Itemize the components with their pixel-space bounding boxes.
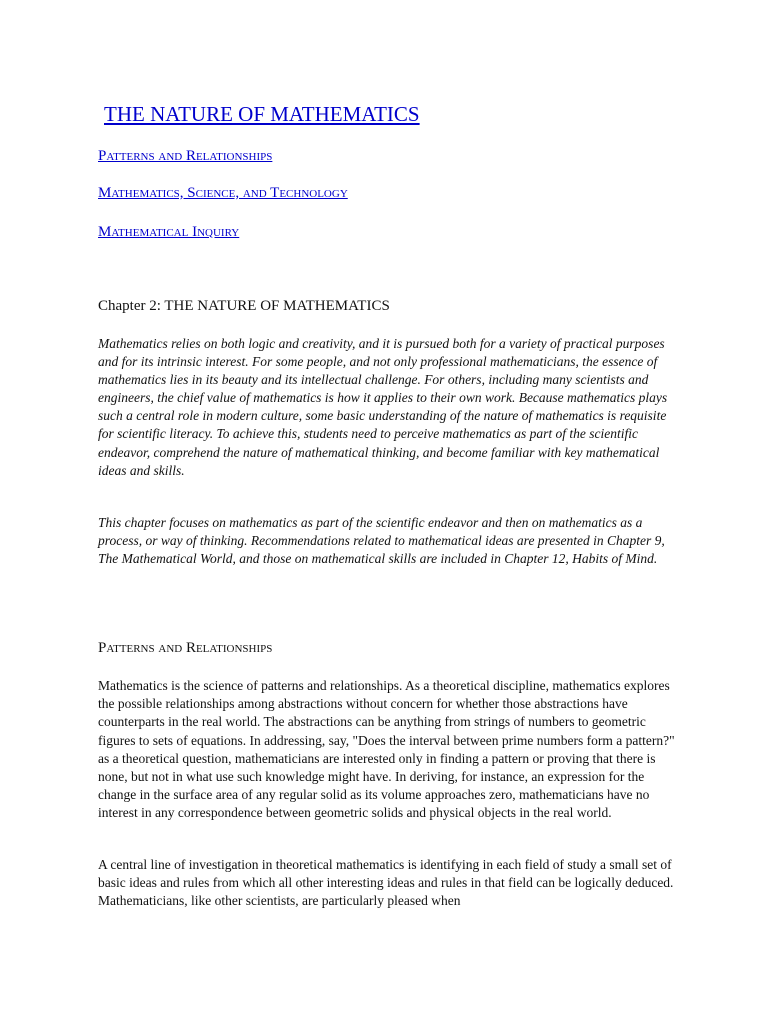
chapter-heading: Chapter 2: THE NATURE OF MATHEMATICS xyxy=(98,298,390,314)
toc-link-mathematical-inquiry[interactable]: Mathematical Inquiry xyxy=(98,224,240,240)
body-paragraph: A central line of investigation in theoretical mathematics is identifying in each field of study a small set of basic ideas and rules from which all other interesting ideas and rules in that field can be logically deduced. Mathematicians, like other scientists, are particularly pleased when xyxy=(98,857,674,909)
toc-link-mathematics-science-technology[interactable]: Mathematics, Science, and Technology xyxy=(98,185,348,201)
main-title-link[interactable]: THE NATURE OF MATHEMATICS xyxy=(104,102,420,126)
intro-paragraph: This chapter focuses on mathematics as part of the scientific endeavor and then on mathematics as a process, or way of thinking. Recommendations related to mathematical ideas are presented in Chapter 9, The Mathematical World, and those on mathematical skills are included in Chapter 12, Habits of Mind. xyxy=(98,515,665,567)
toc-link-patterns-and-relationships[interactable]: Patterns and Relationships xyxy=(98,148,273,164)
section-heading-patterns-and-relationships: Patterns and Relationships xyxy=(98,640,273,656)
body-paragraph: Mathematics is the science of patterns and relationships. As a theoretical discipline, mathematics explores the possible relationships among abstractions without concern for whether those abstractions have counterparts in the real world. The abstractions can be anything from strings of numbers to geometric figures to sets of equations. In addressing, say, "Does the interval between prime numbers form a pattern?" as a theoretical question, mathematicians are interested only in finding a pattern or proving that there is none, but not in what use such knowledge might have. In deriving, for instance, an expression for the change in the surface area of any regular solid as its volume approaches zero, mathematicians have no interest in any correspondence between geometric solids and physical objects in the real world. xyxy=(98,678,675,821)
intro-paragraph: Mathematics relies on both logic and creativity, and it is pursued both for a variety of practical purposes and for its intrinsic interest. For some people, and not only professional mathematicians, the essence of mathematics lies in its beauty and its intellectual challenge. For others, including many scientists and engineers, the chief value of mathematics is how it applies to their own work. Because mathematics plays such a central role in modern culture, some basic understanding of the nature of mathematics is requisite for scientific literacy. To achieve this, students need to perceive mathematics as part of the scientific endeavor, comprehend the nature of mathematical thinking, and become familiar with key mathematical ideas and skills. xyxy=(98,336,668,478)
